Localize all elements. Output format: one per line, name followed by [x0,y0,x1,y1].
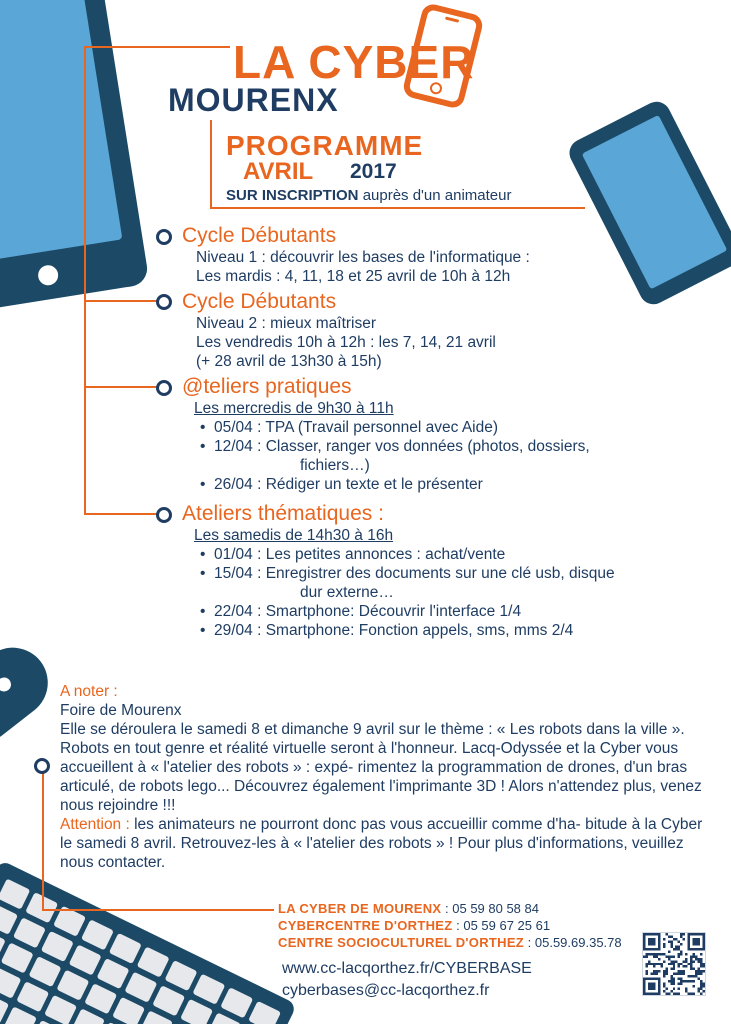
keyboard-key [16,981,49,1012]
timeline-line [84,46,230,48]
contact-org: CENTRE SOCIOCULTUREL D'ORTHEZ [278,935,525,950]
inscription-note [226,187,511,204]
section-title: Ateliers thématiques : [182,502,384,525]
contact-row [278,934,622,951]
section-line: Niveau 1 : découvrir les bases de l'informatique : [196,249,530,266]
timeline-node [156,507,172,523]
keyboard-key [1,942,34,973]
keyboard-key [56,970,89,1001]
list-item-continuation: dur externe… [300,584,394,601]
year-label: 2017 [350,160,397,183]
note-label: A noter : [60,683,118,700]
contact-phone: : 05 59 80 58 84 [441,901,539,916]
list-item-continuation: fichiers…) [300,457,370,474]
timeline-node [156,294,172,310]
note-body: Elle se déroulera le samedi 8 et dimanche 9 avril sur le thème : « Les robots dans la ville ». Robots en tout genre et réalité virtuelle seront à l'honneur. Lacq-Odyssée et la Cyber vous accueillent à « l'atelier des robots » : expé- rimentez la programmation de drones, d'un bras articulé, de robots lego... Découvrez également l'imprimante 3D ! Alors n'attendez plus, venez nous rejoindre !!! [60,721,702,814]
header-bracket-line [210,207,585,209]
email-link[interactable]: cyberbases@cc-lacqorthez.fr [282,982,490,999]
keyboard-key [152,985,185,1016]
keyboard-key [0,879,30,910]
app-title: LA CYBER [233,36,475,88]
keyboard-key [192,974,225,1005]
keyboard-key [220,987,253,1018]
timeline-branch [84,386,164,388]
section-schedule: Les samedis de 14h30 à 16h [194,527,394,544]
section-cycle-debutants-2 [182,290,496,371]
section-title: Cycle Débutants [182,224,337,247]
contact-list [278,900,622,951]
section-line: Les mardis : 4, 11, 18 et 25 avril de 10h à 12h [196,268,511,285]
keyboard-key [97,958,130,989]
list-item: • 12/04 : Classer, ranger vos données (photos, dossiers, [200,437,590,456]
keyboard-key [112,997,145,1024]
section-title: Cycle Débutants [182,290,337,313]
header-bracket-line [210,120,212,208]
list-item: • 05/04 : TPA (Travail personnel avec Aide) [200,418,590,437]
keyboard-key [69,944,102,975]
month-label: AVRIL [243,158,314,185]
section-title: @teliers pratiques [182,375,352,398]
inscription-rest: auprès d'un animateur [362,187,512,204]
attention-label: Attention : [60,816,130,833]
contact-org: CYBERCENTRE D'ORTHEZ [278,918,453,933]
note-attention [60,815,710,872]
list-item: • 15/04 : Enregistrer des documents sur une clé usb, disque [200,564,615,583]
list-item: • 29/04 : Smartphone: Fonction appels, sms, mms 2/4 [200,621,615,640]
keyboard-key [29,956,62,987]
contact-org: LA CYBER DE MOURENX [278,901,442,916]
qr-code-icon [642,932,706,996]
timeline-branch [84,513,164,515]
keyboard-key [248,1001,281,1024]
timeline-node [156,229,172,245]
section-line: (+ 28 avril de 13h30 à 15h) [196,353,382,370]
mouse-illustration [0,634,62,757]
timeline-node [156,380,172,396]
keyboard-illustration [0,860,297,1024]
keyboard-key [84,983,117,1014]
contact-row [278,917,622,934]
keyboard-key [109,933,142,964]
keyboard-key [41,931,74,962]
list-item: • 01/04 : Les petites annonces : achat/vente [200,545,615,564]
programme-heading: PROGRAMME [226,130,424,161]
timeline-branch [84,300,164,302]
section-cycle-debutants-1 [182,224,530,286]
keyboard-key [137,946,170,977]
section-line: Niveau 2 : mieux maîtriser [196,315,377,332]
keyboard-key [44,995,77,1024]
website-link[interactable]: www.cc-lacqorthez.fr/CYBERBASE [282,960,532,977]
contact-phone: : 05.59.69.35.78 [524,935,622,950]
attention-text: les animateurs ne pourront donc pas vous accueillir comme d'ha- bitude à la Cyber le samedi 8 avril. Retrouvez-les à « l'atelier des robots » ! Pour plus d'informations, veuillez nous contacter. [60,816,703,871]
inscription-bold: SUR INSCRIPTION [226,187,359,204]
timeline-line [84,46,86,514]
section-ateliers-thematiques [182,502,615,640]
section-line: Les vendredis 10h à 12h : les 7, 14, 21 avril [196,334,496,351]
note-heading: Foire de Mourenx [60,702,182,719]
note-block [60,682,710,872]
keyboard-key [13,917,46,948]
note-line [42,760,44,910]
timeline-node [34,758,50,774]
keyboard-key [124,972,157,1003]
tablet-illustration-right [565,97,731,309]
contact-row [278,900,622,917]
keyboard-key [180,999,213,1024]
note-line [42,909,274,911]
city-name: MOURENX [168,82,339,118]
section-ateliers-pratiques [182,375,590,494]
keyboard-key [81,919,114,950]
list-item: • 22/04 : Smartphone: Découvrir l'interface 1/4 [200,602,615,621]
contact-phone: : 05 59 67 25 61 [452,918,551,933]
list-item: • 26/04 : Rédiger un texte et le présenter [200,475,590,494]
section-schedule: Les mercredis de 9h30 à 11h [194,400,394,417]
keyboard-key [165,960,198,991]
